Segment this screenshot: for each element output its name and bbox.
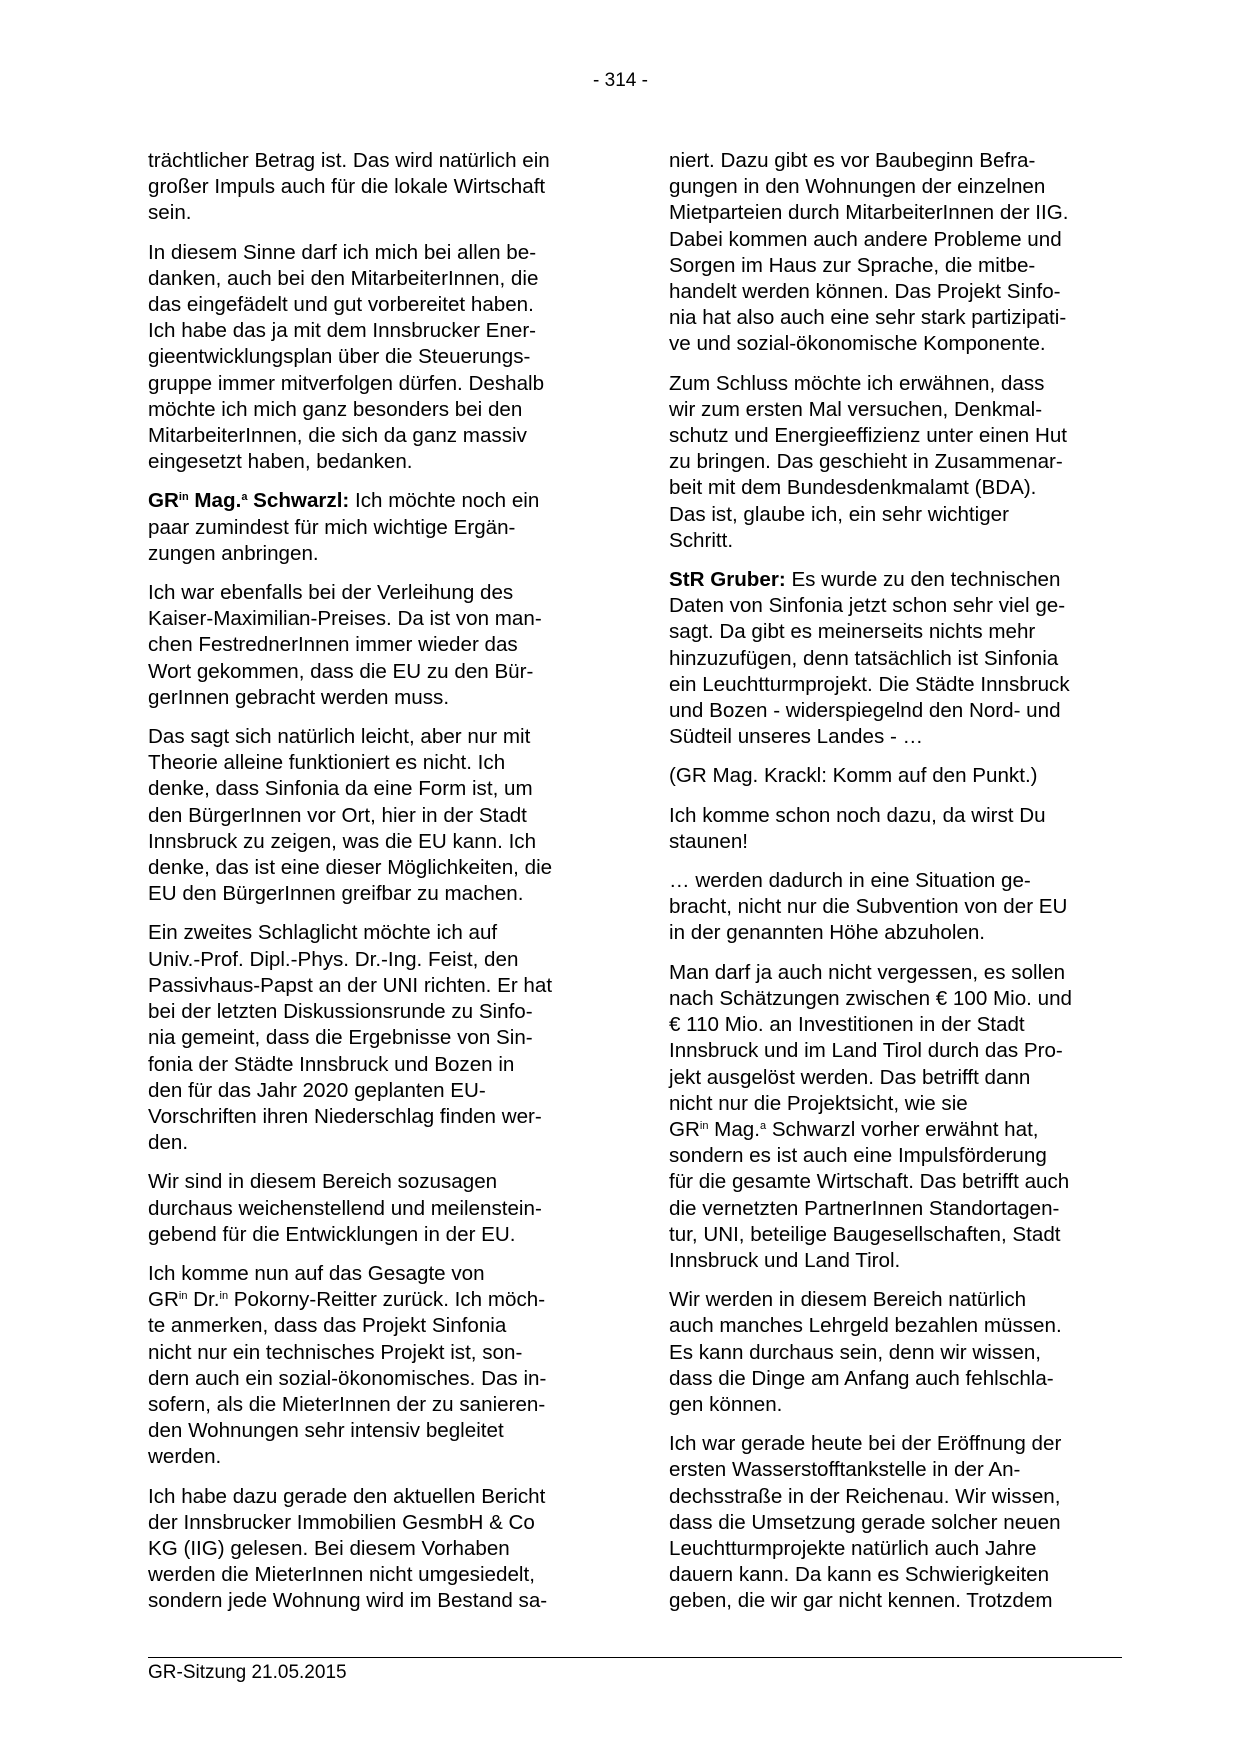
text-line: Innsbruck und Land Tirol. xyxy=(669,1248,901,1272)
paragraph-interjection xyxy=(669,763,1129,789)
paragraph xyxy=(148,724,608,907)
text-line: beit mit dem Bundesdenkmalamt (BDA). xyxy=(669,476,1037,500)
text-line: Man darf ja auch nicht vergessen, es sollen xyxy=(669,960,1066,984)
text-line: Schritt. xyxy=(669,528,734,552)
paragraph xyxy=(148,580,608,711)
text-line: Ich komme schon noch dazu, da wirst Du xyxy=(669,803,1046,827)
text-line: paar zumindest für mich wichtige Ergän- xyxy=(148,515,516,539)
paragraph xyxy=(148,1484,608,1615)
paragraph xyxy=(669,803,1129,855)
text-line: Leuchtturmprojekte natürlich auch Jahre xyxy=(669,1536,1037,1560)
text-line: Das sagt sich natürlich leicht, aber nur mit xyxy=(148,725,531,749)
text-line: ve und sozial-ökonomische Komponente. xyxy=(669,332,1046,356)
paragraph xyxy=(669,1431,1129,1614)
text-line: nicht nur die Projektsicht, wie sie xyxy=(669,1091,968,1115)
text-line: Dabei kommen auch andere Probleme und xyxy=(669,227,1062,251)
text-line: denke, das ist eine dieser Möglichkeiten, die xyxy=(148,856,553,880)
text-line: $GR^{in}$ Mag.$^a$ Schwarzl vorher erwähnt hat, xyxy=(669,1117,1039,1141)
text-line: Ich war ebenfalls bei der Verleihung des xyxy=(148,581,514,605)
text-line: zungen anbringen. xyxy=(148,541,319,565)
text-line: sagt. Da gibt es meinerseits nichts mehr xyxy=(669,620,1036,644)
paragraph xyxy=(148,1261,608,1471)
paragraph xyxy=(669,148,1129,358)
text-line: denke, dass Sinfonia da eine Form ist, um xyxy=(148,777,533,801)
text-line: Theorie alleine funktioniert es nicht. Ich xyxy=(148,751,506,775)
text-line: danken, auch bei den MitarbeiterInnen, die xyxy=(148,266,539,290)
text-line: bei der letzten Diskussionsrunde zu Sinfo- xyxy=(148,1000,533,1024)
right-column xyxy=(669,148,1129,1628)
text-line: ersten Wasserstofftankstelle in der An- xyxy=(669,1458,1021,1482)
text-line: dern auch ein sozial-ökonomisches. Das in- xyxy=(148,1366,547,1390)
text-line: Ich komme nun auf das Gesagte von xyxy=(148,1261,485,1285)
text-line: den. xyxy=(148,1131,189,1155)
text-line: Ich war gerade heute bei der Eröffnung der xyxy=(669,1432,1062,1456)
text-line: KG (IIG) gelesen. Bei diesem Vorhaben xyxy=(148,1536,510,1560)
left-column xyxy=(148,148,608,1628)
text-line: schutz und Energieeffizienz unter einen Hut xyxy=(669,424,1068,448)
text-line: gruppe immer mitverfolgen dürfen. Deshalb xyxy=(148,371,545,395)
text-line: gerInnen gebracht werden muss. xyxy=(148,685,450,709)
text-line: den BürgerInnen vor Ort, hier in der Stadt xyxy=(148,803,527,827)
text-line: Zum Schluss möchte ich erwähnen, dass xyxy=(669,371,1045,395)
text-line: gebend für die Entwicklungen in der EU. xyxy=(148,1222,516,1246)
text-line: staunen! xyxy=(669,829,749,853)
text-line: dechsstraße in der Reichenau. Wir wissen, xyxy=(669,1484,1061,1508)
text-line: Passivhaus-Papst an der UNI richten. Er hat xyxy=(148,973,553,997)
text-line: Daten von Sinfonia jetzt schon sehr viel ge- xyxy=(669,594,1066,618)
footer-session-date: GR-Sitzung 21.05.2015 xyxy=(148,1662,347,1683)
text-line: niert. Dazu gibt es vor Baubeginn Befra- xyxy=(669,149,1036,172)
text-line: … werden dadurch in eine Situation ge- xyxy=(669,869,1031,893)
text-line: nia gemeint, dass die Ergebnisse von Sin- xyxy=(148,1026,533,1050)
text-line: großer Impuls auch für die lokale Wirtschaft xyxy=(148,175,546,199)
text-line: werden. xyxy=(148,1445,222,1469)
text-line: geben, die wir gar nicht kennen. Trotzdem xyxy=(669,1589,1053,1613)
paragraph xyxy=(669,960,1129,1274)
speaker-name: StR Gruber: xyxy=(669,568,786,592)
paragraph xyxy=(148,1169,608,1248)
speaker-name: $GR^{in}$ Mag.$^a$ Schwarzl: xyxy=(148,489,350,513)
text-line: handelt werden können. Das Projekt Sinfo- xyxy=(669,280,1061,304)
text-line: Ich habe das ja mit dem Innsbrucker Ener- xyxy=(148,319,537,343)
text-line: das eingefädelt und gut vorbereitet haben. xyxy=(148,293,534,317)
paragraph xyxy=(148,148,608,227)
text-line: In diesem Sinne darf ich mich bei allen be- xyxy=(148,240,537,264)
text-line: den für das Jahr 2020 geplanten EU- xyxy=(148,1078,486,1102)
text-line: Innsbruck zu zeigen, was die EU kann. Ich xyxy=(148,829,537,853)
text-line: nach Schätzungen zwischen € 100 Mio. und xyxy=(669,986,1072,1010)
text-line: Südteil unseres Landes - … xyxy=(669,725,924,749)
text-line: der Innsbrucker Immobilien GesmbH & Co xyxy=(148,1510,535,1534)
text-line: durchaus weichenstellend und meilenstein- xyxy=(148,1196,542,1220)
text-line: den Wohnungen sehr intensiv begleitet xyxy=(148,1419,504,1443)
text-line: StR Gruber: Es wurde zu den technischen xyxy=(669,568,1061,592)
text-line: sein. xyxy=(148,201,192,225)
paragraph xyxy=(148,240,608,476)
text-line: $GR^{in}$ Dr.$^{in}$ Pokorny-Reitter zurück. Ich möch- xyxy=(148,1288,546,1312)
text-line: Mietparteien durch MitarbeiterInnen der IIG. xyxy=(669,201,1069,225)
text-line: wir zum ersten Mal versuchen, Denkmal- xyxy=(669,397,1043,421)
text-line: € 110 Mio. an Investitionen in der Stadt xyxy=(669,1013,1025,1037)
text-line: Kaiser-Maximilian-Preises. Da ist von man- xyxy=(148,607,542,631)
text-line: (GR Mag. Krackl: Komm auf den Punkt.) xyxy=(669,764,1038,788)
text-line: die vernetzten PartnerInnen Standortagen- xyxy=(669,1196,1060,1220)
text-line: dass die Umsetzung gerade solcher neuen xyxy=(669,1510,1061,1534)
text-line: trächtlicher Betrag ist. Das wird natürlich ein xyxy=(148,149,550,172)
page-number: - 314 - xyxy=(593,70,648,91)
text-line: und Bozen - widerspiegelnd den Nord- und xyxy=(669,699,1061,723)
footer-divider xyxy=(148,1657,1122,1658)
text-line: ein Leuchtturmprojekt. Die Städte Innsbruck xyxy=(669,672,1070,696)
text-line: nia hat also auch eine sehr stark partizipati- xyxy=(669,306,1067,330)
text-line: Ich habe dazu gerade den aktuellen Bericht xyxy=(148,1484,546,1508)
text-line: jekt ausgelöst werden. Das betrifft dann xyxy=(669,1065,1031,1089)
text-line: nicht nur ein technisches Projekt ist, son- xyxy=(148,1340,523,1364)
paragraph xyxy=(148,920,608,1156)
text-line: sofern, als die MieterInnen der zu sanieren- xyxy=(148,1392,546,1416)
text-line: sondern es ist auch eine Impulsförderung xyxy=(669,1144,1047,1168)
text-line: gen können. xyxy=(669,1392,783,1416)
text-line: Wir sind in diesem Bereich sozusagen xyxy=(148,1170,498,1194)
paragraph xyxy=(669,371,1129,554)
text-line: Das ist, glaube ich, ein sehr wichtiger xyxy=(669,502,1009,526)
text-line: $GR^{in}$ Mag.$^a$ Schwarzl: Ich möchte noch ein xyxy=(148,489,540,513)
text-line: dass die Dinge am Anfang auch fehlschla- xyxy=(669,1366,1054,1390)
text-line: auch manches Lehrgeld bezahlen müssen. xyxy=(669,1314,1062,1338)
text-line: dauern kann. Da kann es Schwierigkeiten xyxy=(669,1563,1050,1587)
paragraph xyxy=(669,868,1129,947)
text-line: hinzuzufügen, denn tatsächlich ist Sinfonia xyxy=(669,646,1059,670)
text-line: Ein zweites Schlaglicht möchte ich auf xyxy=(148,921,498,945)
text-line: te anmerken, dass das Projekt Sinfonia xyxy=(148,1314,507,1338)
text-line: eingesetzt haben, bedanken. xyxy=(148,450,413,474)
text-line: gungen in den Wohnungen der einzelnen xyxy=(669,175,1046,199)
text-line: Wort gekommen, dass die EU zu den Bür- xyxy=(148,659,534,683)
text-line: zu bringen. Das geschieht in Zusammenar- xyxy=(669,450,1063,474)
text-line: Univ.-Prof. Dipl.-Phys. Dr.-Ing. Feist, den xyxy=(148,947,519,971)
text-line: Wir werden in diesem Bereich natürlich xyxy=(669,1288,1027,1312)
text-line: möchte ich mich ganz besonders bei den xyxy=(148,397,523,421)
text-line: in der genannten Höhe abzuholen. xyxy=(669,921,986,945)
text-line: werden die MieterInnen nicht umgesiedelt, xyxy=(148,1563,535,1587)
text-line: MitarbeiterInnen, die sich da ganz massiv xyxy=(148,424,527,448)
paragraph-speaker-gruber xyxy=(669,567,1129,750)
text-line: Es kann durchaus sein, denn wir wissen, xyxy=(669,1340,1042,1364)
text-line: fonia der Städte Innsbruck und Bozen in xyxy=(148,1052,515,1076)
text-line: Vorschriften ihren Niederschlag finden wer- xyxy=(148,1104,542,1128)
text-line: Sorgen im Haus zur Sprache, die mitbe- xyxy=(669,253,1036,277)
text-line: sondern jede Wohnung wird im Bestand sa- xyxy=(148,1589,548,1613)
paragraph xyxy=(669,1287,1129,1418)
text-line: tur, UNI, beteilige Baugesellschaften, Stadt xyxy=(669,1222,1061,1246)
text-line: EU den BürgerInnen greifbar zu machen. xyxy=(148,882,524,906)
text-line: Innsbruck und im Land Tirol durch das Pro- xyxy=(669,1039,1063,1063)
text-line: für die gesamte Wirtschaft. Das betrifft auch xyxy=(669,1170,1070,1194)
text-line: chen FestrednerInnen immer wieder das xyxy=(148,633,518,657)
paragraph-speaker-schwarzl xyxy=(148,488,608,567)
text-line: bracht, nicht nur die Subvention von der EU xyxy=(669,895,1068,919)
text-line: gieentwicklungsplan über die Steuerungs- xyxy=(148,345,531,369)
